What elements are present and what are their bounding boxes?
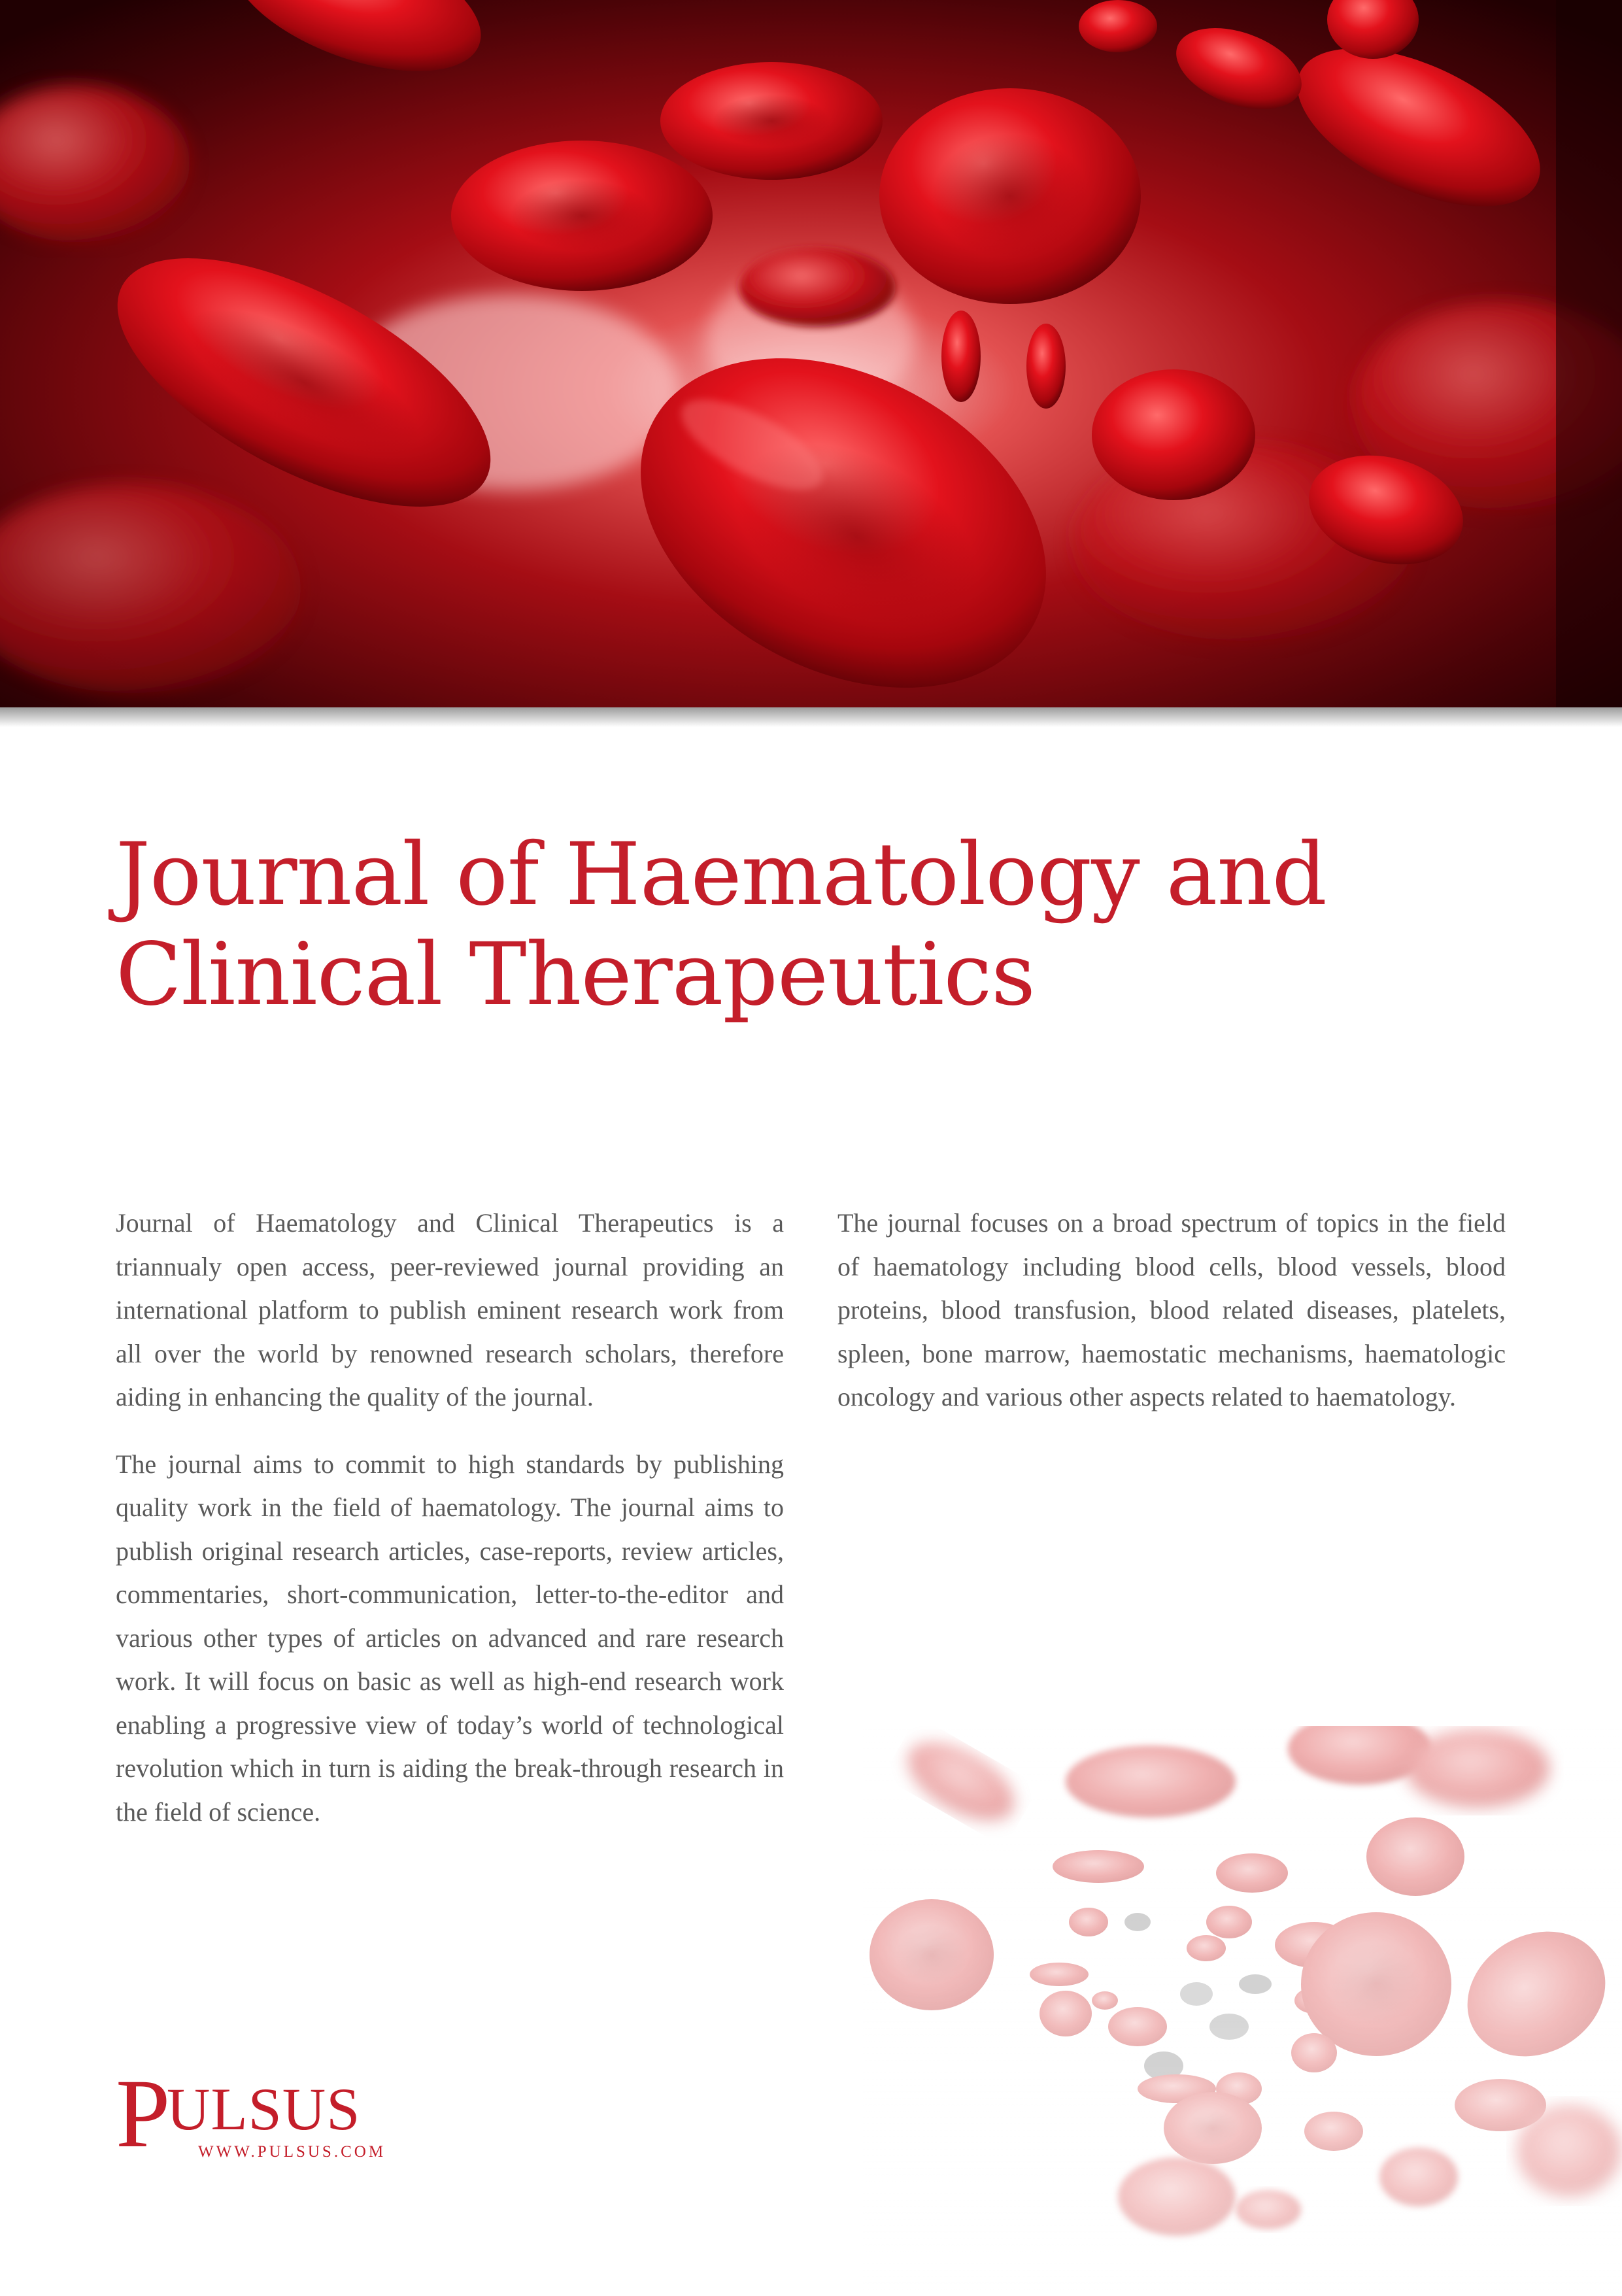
- right-column: [837, 1202, 1506, 1443]
- paragraph-intro: Journal of Haematology and Clinical Therapeutics is a triannualy open access, peer-reviewed journal providing an international platform to publish eminent research work from all over the world by renowned research scholars, therefore aiding in enhancing the quality of the journal.: [116, 1208, 784, 1411]
- blood-cells-illustration: [0, 0, 1622, 707]
- journal-title: [116, 825, 1541, 1025]
- journal-title-line-1: Journal of Haematology and: [116, 824, 1326, 925]
- hero-image: [0, 0, 1622, 707]
- faded-cells-illustration: [863, 1726, 1622, 2293]
- hero-shadow: [0, 707, 1622, 727]
- decorative-blood-cells: [863, 1726, 1622, 2293]
- pulsus-logo: [116, 2059, 443, 2168]
- journal-title-line-2: Clinical Therapeutics: [116, 924, 1035, 1026]
- logo-wordmark: ULSUS: [167, 2076, 361, 2142]
- paragraph-focus: The journal focuses on a broad spectrum of topics in the field of haematology including blood cells, blood vessels, blood proteins, blood transfusion, blood related diseases, platelets, spleen, bone marrow, haemostatic mechanisms, haematologic oncology and various other aspects related to haematology.: [837, 1208, 1506, 1411]
- logo-initial: P: [116, 2059, 171, 2168]
- logo-url[interactable]: WWW.PULSUS.COM: [198, 2143, 386, 2161]
- left-column: [116, 1202, 784, 1857]
- paragraph-aims: The journal aims to commit to high standards by publishing quality work in the field of haematology. The journal aims to publish original research articles, case-reports, review articles, commentaries, short-communication, letter-to-the-editor and various other types of articles on advanced and rare research work. It will focus on basic as well as high-end research work enabling a progressive view of today’s world of technological revolution which in turn is aiding the break-through research in the field of science.: [116, 1449, 784, 1827]
